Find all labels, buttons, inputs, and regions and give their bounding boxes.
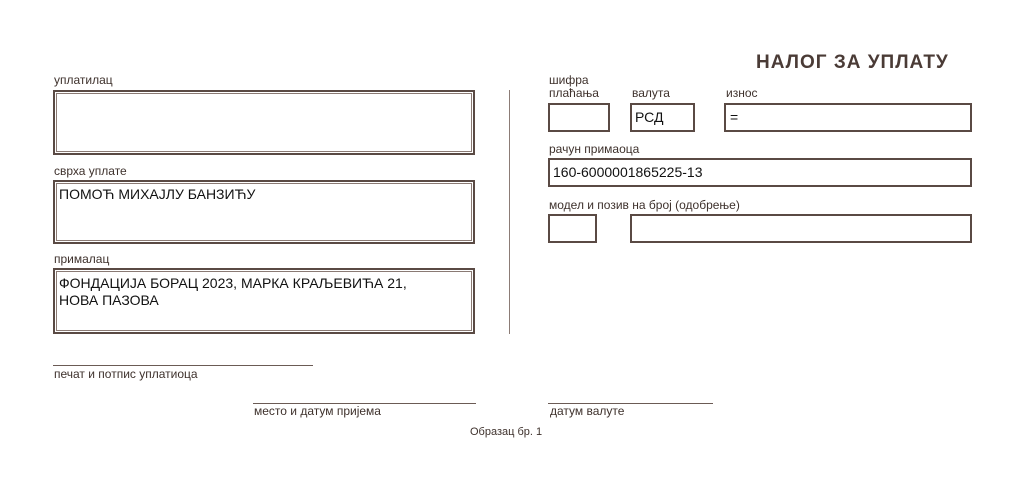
form-title: НАЛОГ ЗА УПЛАТУ — [756, 52, 949, 73]
reference-number-field[interactable] — [630, 214, 972, 243]
recipient-line-1: ФОНДАЦИЈА БОРАЦ 2023, МАРКА КРАЉЕВИЋА 21, — [59, 275, 407, 291]
recipient-field[interactable] — [53, 268, 475, 334]
payer-signature-line — [53, 365, 313, 366]
model-reference-label: модел и позив на број (одобрење) — [549, 198, 740, 212]
payer-label: уплатилац — [54, 73, 113, 87]
account-field[interactable] — [548, 158, 972, 187]
purpose-field[interactable] — [53, 180, 475, 244]
recipient-label: прималац — [54, 252, 110, 266]
amount-value: = — [730, 109, 739, 125]
payment-code-label-1: шифра — [549, 73, 589, 87]
place-date-label: место и датум пријема — [254, 404, 381, 418]
purpose-label: сврха уплате — [54, 164, 127, 178]
amount-field[interactable] — [724, 103, 972, 132]
account-label: рачун примаоца — [549, 142, 640, 156]
recipient-line-2: НОВА ПАЗОВА — [59, 292, 159, 308]
payer-field[interactable] — [53, 90, 475, 155]
payer-signature-label: печат и потпис уплатиоца — [54, 367, 198, 381]
account-value: 160-6000001865225-13 — [553, 164, 703, 180]
currency-value: РСД — [635, 109, 664, 125]
payment-code-label-2: плаћања — [549, 86, 599, 100]
column-divider — [509, 90, 510, 334]
form-number: Образац бр. 1 — [470, 426, 543, 438]
currency-label: валута — [632, 86, 670, 100]
purpose-value: ПОМОЋ МИХАЈЛУ БАНЗИЋУ — [59, 186, 256, 202]
amount-label: износ — [726, 86, 758, 100]
payment-code-field[interactable] — [548, 103, 610, 132]
currency-field[interactable] — [630, 103, 695, 132]
model-field[interactable] — [548, 214, 597, 243]
value-date-label: датум валуте — [550, 404, 625, 418]
